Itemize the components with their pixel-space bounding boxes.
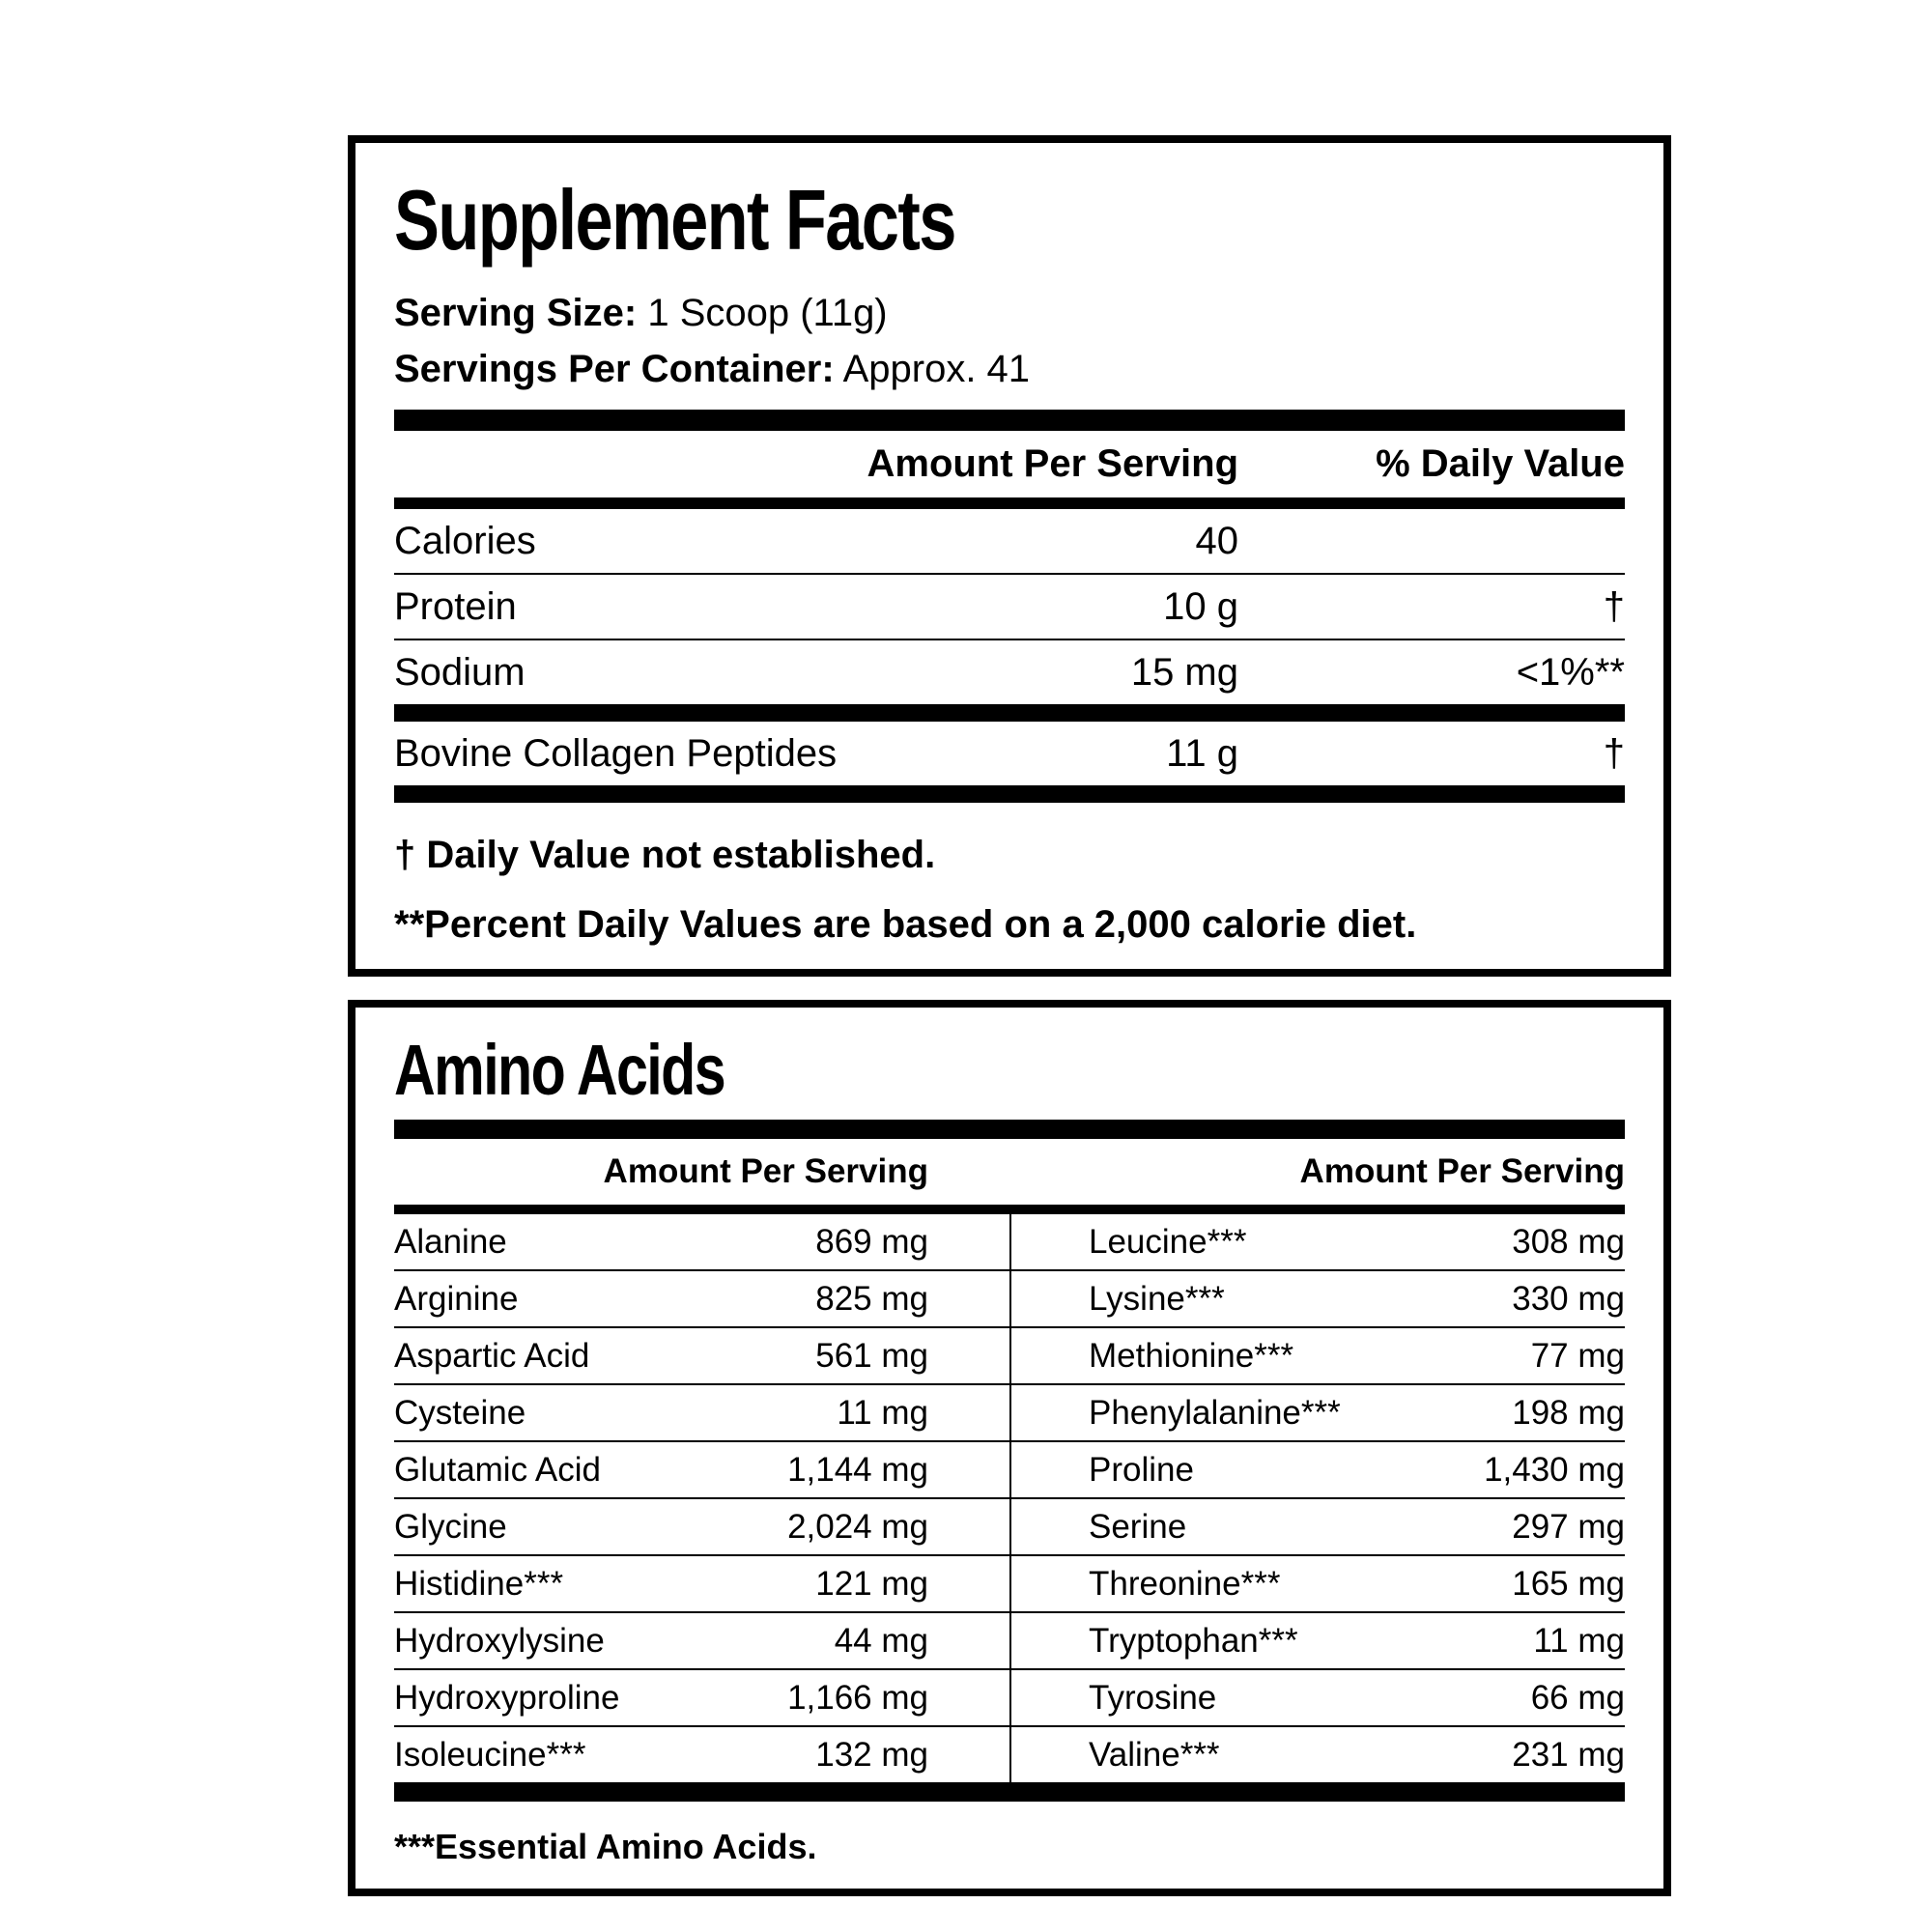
serving-size-value: 1 Scoop (11g) [647, 292, 888, 334]
divider-bar [394, 1205, 1625, 1214]
amino-amount: 121 mg [815, 1564, 928, 1603]
amino-name: Histidine*** [394, 1564, 564, 1603]
amino-cell [1009, 1736, 1625, 1775]
amino-amount: 1,166 mg [787, 1678, 928, 1717]
table-row [394, 1668, 1625, 1725]
amino-name: Threonine*** [1089, 1564, 1281, 1603]
amino-name: Leucine*** [1089, 1222, 1247, 1261]
amount-per-serving-header-right: Amount Per Serving [1299, 1152, 1625, 1190]
amino-acids-title: Amino Acids [394, 1030, 725, 1110]
amino-name: Aspartic Acid [394, 1336, 590, 1375]
amino-cell [1009, 1679, 1625, 1718]
amino-amount: 44 mg [834, 1621, 928, 1660]
table-row [394, 1326, 1625, 1383]
supplement-facts-panel [348, 135, 1671, 977]
amino-name: Hydroxylysine [394, 1621, 605, 1660]
amino-name: Phenylalanine*** [1089, 1393, 1341, 1432]
amino-cell [394, 1736, 1009, 1775]
nutrient-dv: <1%** [1516, 650, 1625, 694]
divider-bar [394, 497, 1625, 509]
amino-amount: 1,144 mg [787, 1450, 928, 1489]
table-row [394, 1383, 1625, 1440]
facts-header-row [394, 431, 1625, 497]
amino-cell [394, 1451, 1009, 1490]
amino-name: Lysine*** [1089, 1279, 1225, 1318]
servings-per-container-line [394, 344, 1625, 394]
amino-name: Isoleucine*** [394, 1735, 586, 1774]
amino-cell [1009, 1451, 1625, 1490]
amino-name: Cysteine [394, 1393, 526, 1432]
table-row-sodium [394, 639, 1625, 704]
supplement-facts-title: Supplement Facts [394, 172, 955, 268]
nutrient-amount: 40 [1195, 519, 1238, 562]
amino-amount: 165 mg [1512, 1564, 1625, 1603]
table-row [394, 1497, 1625, 1554]
amino-cell [394, 1394, 1009, 1433]
amino-amount: 231 mg [1512, 1735, 1625, 1774]
nutrient-amount: 15 mg [1130, 650, 1238, 694]
divider-bar [394, 1120, 1625, 1139]
nutrient-amount: 10 g [1163, 584, 1238, 628]
servings-per-container-label: Servings Per Container: [394, 348, 835, 390]
amino-amount: 2,024 mg [787, 1507, 928, 1546]
divider-bar [394, 1782, 1625, 1802]
amino-cell [394, 1508, 1009, 1547]
amino-name: Glutamic Acid [394, 1450, 601, 1489]
amino-amount: 66 mg [1530, 1678, 1625, 1717]
amino-cell [1009, 1223, 1625, 1262]
table-row-bovine-collagen-peptides [394, 722, 1625, 785]
amino-header-row [394, 1139, 1625, 1205]
divider-bar [394, 785, 1625, 803]
amino-name: Proline [1089, 1450, 1194, 1489]
table-row [394, 1611, 1625, 1668]
amino-cell [1009, 1280, 1625, 1319]
amino-acids-table [394, 1214, 1625, 1782]
divider-bar [394, 410, 1625, 431]
amino-name: Hydroxyproline [394, 1678, 620, 1717]
serving-size-line [394, 288, 1625, 338]
amino-name: Methionine*** [1089, 1336, 1294, 1375]
amino-cell [394, 1223, 1009, 1262]
daily-value-header: % Daily Value [1376, 442, 1625, 485]
amino-cell [1009, 1508, 1625, 1547]
amino-amount: 1,430 mg [1484, 1450, 1625, 1489]
table-row [394, 1554, 1625, 1611]
amino-amount: 297 mg [1512, 1507, 1625, 1546]
footnote-daily-value: † Daily Value not established. [394, 834, 936, 876]
amino-cell [394, 1280, 1009, 1319]
supplement-label [348, 135, 1671, 1896]
amino-amount: 11 mg [837, 1393, 928, 1432]
nutrient-dv: † [1603, 584, 1625, 628]
amount-per-serving-header: Amount Per Serving [867, 442, 1238, 485]
amino-amount: 198 mg [1512, 1393, 1625, 1432]
divider-bar [394, 704, 1625, 722]
amino-cell [394, 1565, 1009, 1604]
servings-per-container-value: Approx. 41 [842, 348, 1031, 390]
amino-amount: 825 mg [815, 1279, 928, 1318]
footnote-essential-amino-acids: ***Essential Amino Acids. [394, 1827, 817, 1866]
amino-cell [394, 1622, 1009, 1661]
amino-cell [394, 1679, 1009, 1718]
amino-amount: 561 mg [815, 1336, 928, 1375]
amino-name: Serine [1089, 1507, 1187, 1546]
amino-name: Alanine [394, 1222, 507, 1261]
amino-cell [1009, 1394, 1625, 1433]
table-row-calories [394, 509, 1625, 573]
table-row-protein [394, 573, 1625, 639]
nutrient-amount: 11 g [1166, 731, 1238, 775]
table-row [394, 1725, 1625, 1782]
amino-amount: 308 mg [1512, 1222, 1625, 1261]
amino-cell [394, 1337, 1009, 1376]
footnote-percent-daily-values: **Percent Daily Values are based on a 2,000 calorie diet. [394, 903, 1417, 946]
nutrient-name: Protein [394, 584, 517, 628]
amino-amount: 330 mg [1512, 1279, 1625, 1318]
amino-name: Tryptophan*** [1089, 1621, 1298, 1660]
table-row [394, 1269, 1625, 1326]
amino-name: Glycine [394, 1507, 507, 1546]
amino-name: Arginine [394, 1279, 519, 1318]
nutrient-name: Sodium [394, 650, 526, 694]
amino-amount: 869 mg [815, 1222, 928, 1261]
table-row [394, 1214, 1625, 1269]
amino-amount: 132 mg [815, 1735, 928, 1774]
nutrient-name: Calories [394, 519, 536, 562]
amino-amount: 11 mg [1533, 1621, 1625, 1660]
amino-amount: 77 mg [1530, 1336, 1625, 1375]
amino-cell [1009, 1337, 1625, 1376]
amino-cell [1009, 1565, 1625, 1604]
amino-cell [1009, 1622, 1625, 1661]
table-row [394, 1440, 1625, 1497]
amount-per-serving-header-left: Amount Per Serving [603, 1152, 928, 1190]
nutrient-name: Bovine Collagen Peptides [394, 731, 838, 775]
amino-name: Tyrosine [1089, 1678, 1217, 1717]
amino-name: Valine*** [1089, 1735, 1220, 1774]
nutrient-dv: † [1603, 731, 1625, 775]
serving-size-label: Serving Size: [394, 292, 638, 334]
amino-acids-panel [348, 1000, 1671, 1896]
